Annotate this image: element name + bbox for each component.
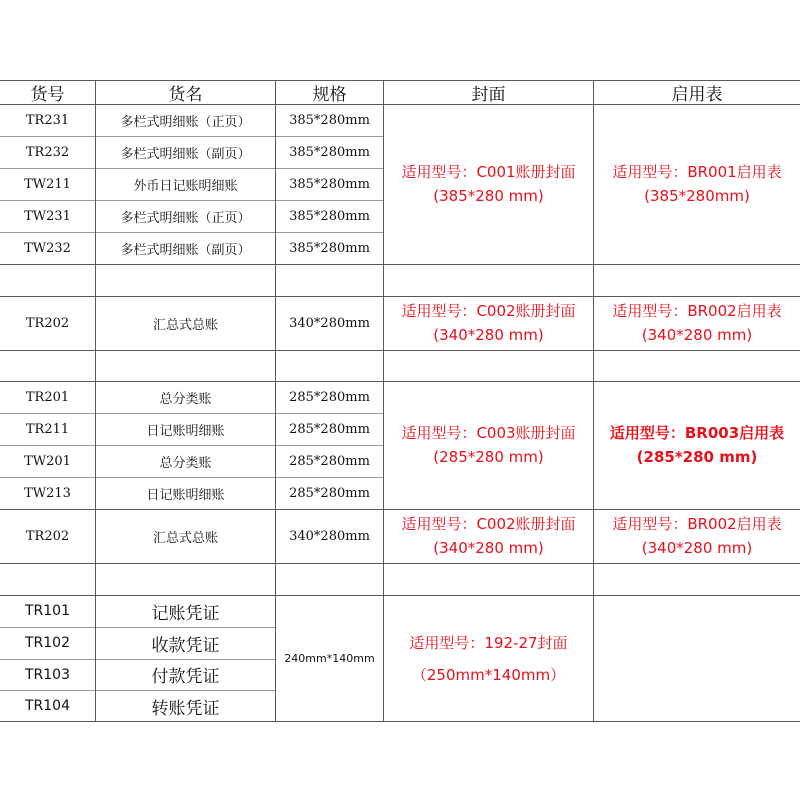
grid-line [0,200,384,201]
table-row-name: 记账凭证 [151,603,220,624]
table-model-br002 [594,509,800,563]
product-spec-table [0,80,800,722]
cover-model-192-27 [384,595,593,722]
table-model-label: 适用型号：BR002启用表 [612,302,782,320]
table-row-code: TW211 [24,176,71,192]
grid-line [0,350,800,351]
table-row-code: TR201 [25,389,70,405]
table-row-name: 多栏式明细账（副页） [120,242,251,258]
table-row-spec: 385*280mm [289,208,370,224]
header-code: 货号 [30,84,65,105]
table-row-code: TR103 [24,666,70,683]
grid-line [275,80,276,722]
grid-line [0,509,800,510]
grid-line [0,104,800,105]
cover-model-c001 [384,104,593,264]
voucher-spec: 240mm*140mm [284,652,375,665]
table-model-size: (385*280mm) [644,187,750,205]
table-row-spec: 285*280mm [289,421,370,437]
table-row-code: TR101 [24,603,70,619]
cover-model-size: (285*280 mm) [433,448,544,466]
table-row-spec: 285*280mm [289,389,370,405]
cover-model-size: (385*280 mm) [433,187,544,205]
table-row-code: TW231 [24,208,71,224]
table-model-size: (340*280 mm) [641,326,753,344]
table-row-spec: 285*280mm [289,485,370,501]
table-row-code: TR202 [25,528,70,544]
grid-line [0,296,800,297]
table-model-label: 适用型号：BR002启用表 [612,515,782,533]
table-row-name: 日记账明细账 [146,423,225,439]
cover-model-c002 [384,509,593,563]
grid-line [0,690,276,691]
table-row-spec: 385*280mm [289,240,370,256]
cover-model-label: 适用型号：C003账册封面 [401,424,576,442]
header-cover: 封面 [471,84,506,105]
header-name: 货名 [168,84,203,105]
table-row-code: TR104 [24,698,70,714]
table-row-code: TR102 [24,635,70,651]
grid-line [95,80,96,722]
table-row-code: TW213 [24,485,71,501]
table-row-name: 外币日记账明细账 [133,178,238,194]
cover-model-label: 适用型号：C002账册封面 [401,302,576,320]
cover-model-size: (340*280 mm) [433,326,544,344]
cover-model-c003 [384,381,593,509]
grid-line [0,168,384,169]
cover-model-size: (340*280 mm) [433,539,544,557]
grid-line [0,232,384,233]
table-row-code: TW232 [24,240,71,256]
table-row-name: 汇总式总账 [152,317,218,333]
grid-line [0,659,276,660]
grid-line [0,563,800,564]
table-row-name: 付款凭证 [151,667,220,687]
header-table: 启用表 [671,84,723,105]
table-row-name: 总分类账 [159,455,212,471]
grid-line [0,264,800,265]
table-row-spec: 385*280mm [289,176,370,192]
grid-line [0,80,800,81]
cover-model-label: 适用型号：C002账册封面 [401,515,576,533]
table-model-size: (285*280 mm) [636,448,758,466]
table-row-name: 总分类账 [159,391,212,407]
grid-line [0,477,384,478]
header-spec: 规格 [312,84,347,105]
table-row-spec: 340*280mm [289,315,370,331]
cover-model-label: 适用型号：192-27封面 [409,633,568,652]
grid-line [0,721,800,722]
table-row-spec: 285*280mm [289,453,370,469]
table-row-code: TR211 [25,421,70,437]
table-model-label: 适用型号：BR001启用表 [612,163,782,181]
grid-line [0,595,800,596]
grid-line [0,381,800,382]
grid-line [0,413,384,414]
table-model-label: 适用型号：BR003启用表 [609,424,785,442]
table-row-spec: 385*280mm [289,112,370,128]
table-row-name: 多栏式明细账（副页） [120,146,251,162]
table-row-spec: 340*280mm [289,528,370,544]
cover-model-label: 适用型号：C001账册封面 [401,163,576,181]
table-row-code: TW201 [24,453,71,469]
table-model-br003 [594,381,800,509]
table-row-name: 汇总式总账 [152,530,218,546]
cover-model-size: （250mm*140mm） [411,665,566,684]
grid-line [0,627,276,628]
table-row-code: TR202 [25,315,70,331]
table-row-name: 多栏式明细账（正页） [120,210,251,226]
table-model-br002 [594,296,800,350]
grid-line [383,80,384,722]
table-row-name: 转账凭证 [151,698,220,719]
table-row-code: TR231 [25,112,70,128]
grid-line [0,136,384,137]
table-row-name: 多栏式明细账（正页） [120,114,251,130]
table-row-spec: 385*280mm [289,144,370,160]
cover-model-c002 [384,296,593,350]
grid-line [593,80,594,722]
table-model-br001 [594,104,800,264]
table-model-size: (340*280 mm) [641,539,753,557]
table-row-name: 日记账明细账 [146,487,225,503]
table-row-code: TR232 [25,144,70,160]
table-row-name: 收款凭证 [151,635,220,656]
grid-line [0,445,384,446]
